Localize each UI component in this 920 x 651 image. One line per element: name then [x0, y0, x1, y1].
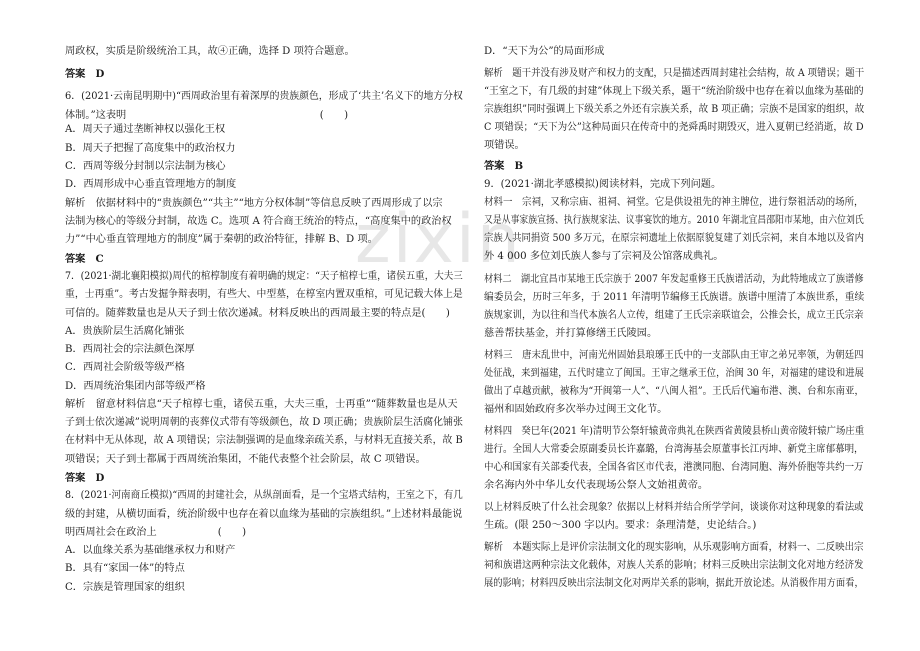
- text-line: 材料一 宗祠，又称宗庙、祖祠、祠堂。它是供设祖先的神主牌位，进行祭祖活动的场所，: [484, 197, 864, 208]
- text-line: 答案 D: [65, 472, 105, 484]
- text-line: B．周天子把握了高度集中的政治权力: [65, 143, 236, 154]
- text-line: 以上材料反映了什么社会现象？依据以上材料并结合所学学问，谈谈你对这种现象的看法或: [484, 502, 864, 513]
- text-line: 解析 题干并没有涉及财产和权力的支配，只是描述西周封建社会结构，故 A 项错误；题干: [484, 68, 865, 79]
- text-line: 9．(2021·湖北孝感模拟)阅读材料，完成下列问题。: [484, 179, 722, 190]
- text-line: 在材料中无从体现，故 A 项错误；宗法制强调的是血缘亲疏关系，与材料无直接关系，故 B: [65, 435, 463, 446]
- text-line: 材料四 癸巳年(2021 年)清明节公祭轩辕黄帝典礼在陕西省黄陵县桥山黄帝陵轩辕广场庄重: [484, 426, 865, 437]
- text-line: 答案 D: [65, 68, 105, 80]
- text-line: 进行。全国人大常委会原副委员长许嘉璐，台湾海基会原董事长江丙坤、新党主席郁慕明，: [484, 444, 864, 455]
- text-line: D．“天下为公”的局面形成: [484, 46, 605, 57]
- text-line: “王室之下，有几级的封建”体现上下级关系，题干“统治阶级中也存在着以血缘为基础的: [484, 86, 864, 97]
- text-line: 慈善帮扶基金，并打算修缮王氏陵园。: [484, 328, 658, 339]
- text-line: 外 4 000 多位刘氏族人参与了宗祠及公馆落成典礼。: [484, 251, 724, 262]
- text-line: 体制。”这表明 ( ): [65, 110, 349, 121]
- text-line: 项错误；天子到士都属于西周统治集团，不能代表整个社会阶层，故 C 项错误。: [65, 454, 426, 465]
- text-line: 项错误。: [484, 140, 525, 151]
- text-line: 力”“中心垂直管理地方的制度”属于秦朝的政治特征，排解 B、D 项。: [65, 234, 378, 245]
- text-line: 宗族组织”同时强调上下级关系之外还有宗族关系，故 B 项正确；宗族不是国家的组织，故: [484, 104, 865, 115]
- text-line: 族规家训，为以往和当代本族名人立传，组建了王氏宗亲联谊会，公推会长，成立王氏宗亲: [484, 310, 864, 321]
- text-line: 周政权，实质是阶级统治工具，故④正确，选择 D 项符合题意。: [65, 46, 355, 57]
- text-line: 子到士依次递减”说明周朝的丧葬仪式带有等级颜色，故 D 项正确；贵族阶层生活腐化铺张: [65, 417, 463, 428]
- text-line: C．西周社会阶级等级严格: [65, 362, 185, 373]
- text-line: 级的封建，从横切面看，统治阶级中也存在着以血缘为基础的宗族组织。”上述材料最能说: [65, 509, 463, 520]
- text-line: C．西周等级分封制以宗法制为核心: [65, 161, 226, 172]
- text-line: 材料二 湖北宜昌市某地王氏宗族于 2007 年发起重修王氏族谱活动，为此特地成立了族谱修: [484, 274, 864, 285]
- text-line: 祠和族谱这两种宗法文化载体，对族人关系的影响；材料三反映出宗法制文化对地方经济发: [484, 560, 864, 571]
- text-line: 8．(2021·河南商丘模拟)“西周的封建社会，从纵剖面看，是一个宝塔式结构，王室之下，有几: [65, 490, 463, 501]
- text-line: 可信的。随葬数量也是从天子到士依次递减。材料反映出的西周最主要的特点是( ): [65, 308, 450, 319]
- text-line: 宗族人共同捐资 500 多万元，在原宗祠遗址上依据原貌复建了刘氏宗祠，来自本地以及省内: [484, 233, 865, 244]
- text-line: 答案 B: [484, 160, 524, 172]
- text-line: 又是从事家族宣扬、执行族规家法、议事宴饮的地方。2010 年湖北宜昌邵阳市某地，由六位刘氏: [484, 215, 864, 226]
- text-line: A．贵族阶层生活腐化铺张: [65, 326, 185, 337]
- text-line: 7．(2021·湖北襄阳模拟)周代的棺椁制度有着明确的规定：“天子棺椁七重，诸侯五重，大夫三: [65, 271, 463, 282]
- text-line: A．以血缘关系为基础继承权力和财产: [65, 545, 236, 556]
- text-line: 中心和国家有关部委代表，全国各省区市代表，港澳同胞、台湾同胞、海外侨胞等共约一万: [484, 462, 864, 473]
- text-line: 解析 依据材料中的“贵族颜色”“共主”“地方分权体制”等信息反映了西周形成了以宗: [65, 198, 443, 209]
- text-line: 法制为核心的等级分封制，故选 C。选项 A 符合商王统治的特点，“高度集中的政治权: [65, 216, 452, 227]
- text-line: B．具有“家国一体”的特点: [65, 563, 185, 574]
- text-line: C 项错误；“天下为公”这种局面只在传奇中的尧舜禹时期毁灭，进入夏朝已经消逝，故 D: [484, 122, 864, 133]
- text-line: 解析 留意材料信息“天子棺椁七重，诸侯五重，大夫三重，士再重”“随葬数量也是从天: [65, 399, 458, 410]
- text-line: 解析 本题实际上是评价宗法制文化的现实影响，从乐观影响方面看，材料一、二反映出宗: [484, 542, 864, 553]
- text-line: 生疏。(限 250～300 字以内。要求：条理清楚，史论结合。): [484, 520, 757, 531]
- text-line: 编委员会，历时三年多，于 2011 年清明节编修王氏族谱。族谱中厘清了本族世系，重续: [484, 292, 865, 303]
- text-line: 明西周社会在政治上 ( ): [65, 527, 247, 538]
- text-line: D．西周统治集团内部等级严格: [65, 381, 206, 392]
- text-line: B．西周社会的宗法颜色深厚: [65, 344, 195, 355]
- text-line: D．西周形成中心垂直管理地方的制度: [65, 179, 237, 190]
- text-line: 处征战，来到福建，五代时建立了闽国。王审之继承王位，治闽 30 年，对福建的建设和进展: [484, 368, 864, 379]
- text-line: 答案 C: [65, 253, 104, 265]
- text-line: A．周天子通过垄断神权以强化王权: [65, 124, 226, 135]
- text-line: 福州和固始政府多次举办过闽王文化节。: [484, 404, 668, 415]
- text-line: 6．(2021·云南昆明期中)“西周政治里有着深厚的贵族颜色，形成了‘共主’名义下的地方分权: [65, 91, 463, 102]
- text-line: C．宗族是管理国家的组织: [65, 582, 185, 593]
- text-line: 展的影响；材料四反映出宗法制文化对两岸关系的影响，据此开放论述。从消极作用方面看，: [484, 578, 864, 589]
- text-line: 材料三 唐末乱世中，河南光州固始县琅琊王氏中的一支部队由王审之弟兄率领，为朝廷四: [484, 350, 864, 361]
- text-line: 余名海内外中华儿女代表现场公祭人文始祖黄帝。: [484, 480, 709, 491]
- watermark-text: zixin: [355, 200, 522, 279]
- text-line: 做出了卓越贡献，被称为“开闽第一人”、“八闽人祖”。王氏后代遍布港、澳、台和东南亚，: [484, 386, 864, 397]
- text-line: 重，士再重”。考古发掘争辩表明，有些大、中型墓，在椁室内置双重棺，可见记载大体上是: [65, 289, 463, 300]
